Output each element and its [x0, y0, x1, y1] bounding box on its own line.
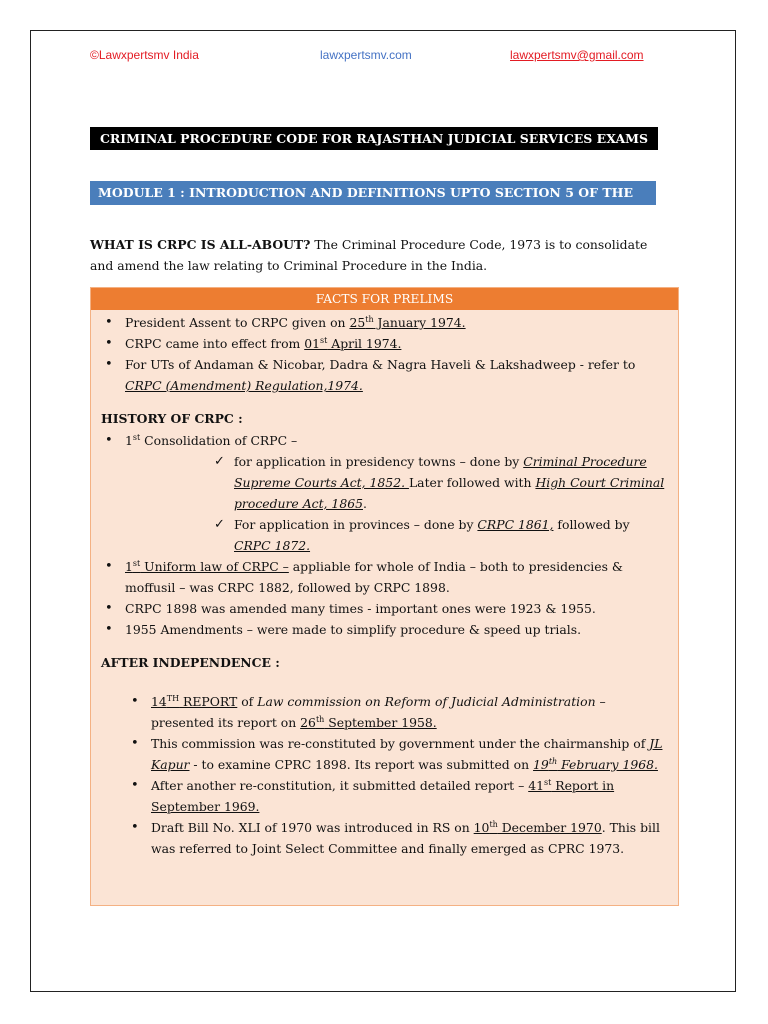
after-item-reconstituted: • This commission was re-constituted by government under the chairmanship of JL Kapur - to examine CPRC 1898. Its report was submitted on 19th February 1968. [127, 733, 668, 775]
after-item-14th-report: • 14TH REPORT of Law commission on Reform of Judicial Administration – presented its report on 26th September 1958. [127, 691, 668, 733]
document-title-banner: CRIMINAL PROCEDURE CODE FOR RAJASTHAN JUDICIAL SERVICES EXAMS [90, 127, 658, 150]
facts-body [91, 310, 678, 859]
facts-list [101, 312, 668, 396]
header-brand: ©Lawxpertsmv India [90, 48, 199, 62]
history-item-1955: • 1955 Amendments – were made to simplify procedure & speed up trials. [101, 619, 668, 640]
intro-paragraph [90, 234, 670, 276]
after-list [127, 691, 668, 859]
header-email-link[interactable]: lawxpertsmv@gmail.com [510, 48, 644, 62]
fact-item-effect: • CRPC came into effect from 01st April 1974. [101, 333, 668, 354]
after-item-41st-report: • After another re-constitution, it submitted detailed report – 41st Report in September 1969. [127, 775, 668, 817]
fact-item-uts: • For UTs of Andaman & Nicobar, Dadra & Nagra Haveli & Lakshadweep - refer to CRPC (Amendment) Regulation,1974. [101, 354, 668, 396]
fact-item-assent: • President Assent to CRPC given on 25th January 1974. [101, 312, 668, 333]
after-independence-heading: AFTER INDEPENDENCE : [101, 655, 280, 670]
history-item-amended: • CRPC 1898 was amended many times - important ones were 1923 & 1955. [101, 598, 668, 619]
check-icon: ✓ [214, 454, 225, 469]
header-website-link[interactable]: lawxpertsmv.com [320, 48, 412, 62]
facts-box [90, 287, 679, 906]
sub-item-presidency: ✓ for application in presidency towns – done by Criminal Procedure Supreme Courts Act, 1852. Later followed with High Court Criminal procedure Act, 1865. [214, 451, 668, 514]
sub-item-provinces: ✓ For application in provinces – done by CRPC 1861, followed by CRPC 1872. [214, 514, 668, 556]
history-list [101, 430, 668, 451]
history-item-consolidation: • 1st Consolidation of CRPC – [101, 430, 668, 451]
intro-text: The Criminal Procedure Code, 1973 is to consolidate and amend the law relating to Criminal Procedure in the India. [90, 237, 648, 273]
intro-question: WHAT IS CRPC IS ALL-ABOUT? [90, 237, 311, 252]
facts-header: FACTS FOR PRELIMS [91, 288, 678, 310]
after-item-draft-bill: • Draft Bill No. XLI of 1970 was introduced in RS on 10th December 1970. This bill was referred to Joint Select Committee and finally emerged as CPRC 1973. [127, 817, 668, 859]
history-list-2 [101, 556, 668, 640]
consolidation-sublist [101, 451, 668, 556]
history-heading: HISTORY OF CRPC : [101, 411, 243, 426]
check-icon: ✓ [214, 517, 225, 532]
module-banner: MODULE 1 : INTRODUCTION AND DEFINITIONS UPTO SECTION 5 OF THE CRPC [90, 181, 656, 205]
after-list-wrap [101, 691, 668, 859]
history-item-uniform: • 1st Uniform law of CRPC – appliable for whole of India – both to presidencies & moffusil – was CRPC 1882, followed by CRPC 1898. [101, 556, 668, 598]
